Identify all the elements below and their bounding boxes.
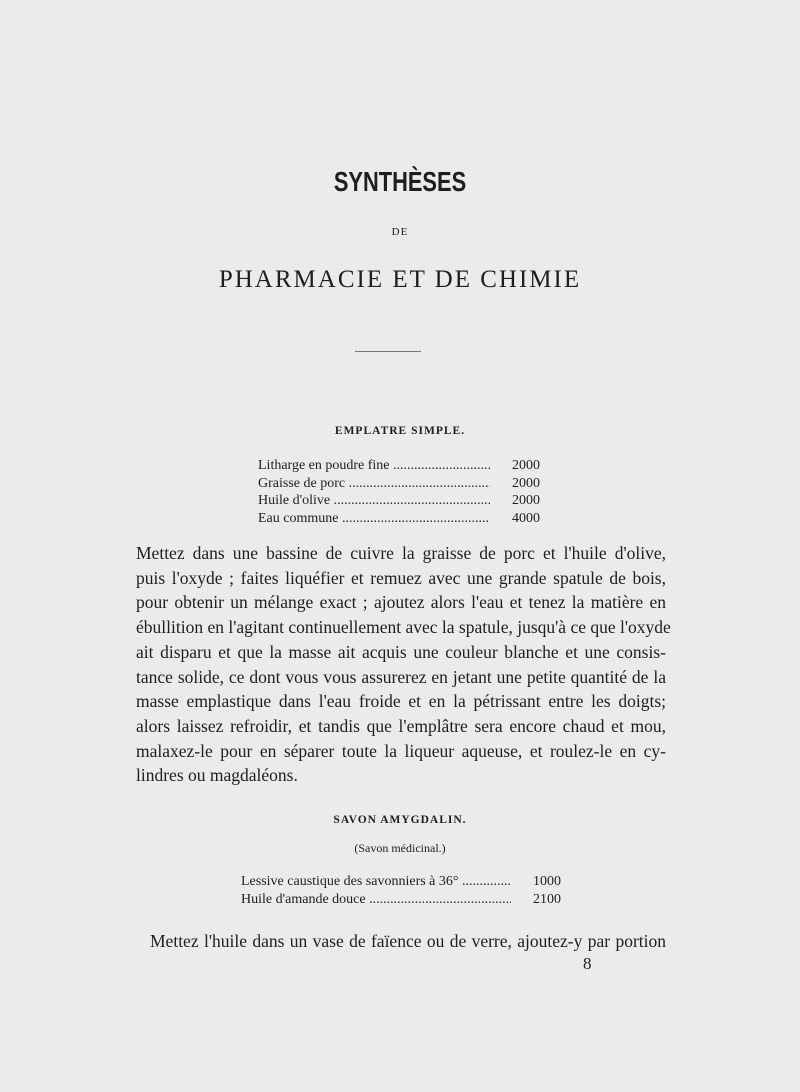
ingredient-qty: 4000 [512,510,540,526]
ingredient-row [258,492,540,510]
paragraph-line: Mettez l'huile dans un vase de faïence ou de verre, ajoutez-y par portion [150,931,666,951]
ingredient-name: Litharge en poudre fine ..... [258,457,490,474]
ingredient-name: Huile d'amande douce ..... [241,891,511,908]
paragraph-line: puis l'oxyde ; faites liquéfier et remuez avec une grande spatule de bois, [136,567,666,588]
paragraph-line: Mettez dans une bassine de cuivre la graisse de porc et l'huile d'olive, [136,543,666,563]
ingredient-row [241,873,561,891]
section-title-emplatre: EMPLATRE SIMPLE. [334,425,466,437]
ingredient-list-savon [241,873,561,908]
paragraph-line: lindres ou magdaléons. [136,765,298,786]
paragraph-line: pour obtenir un mélange exact ; ajoutez alors l'eau et tenez la matière en [136,592,666,613]
ingredient-name: Lessive caustique des savonniers à 36° ..... [241,873,511,890]
section-note-savon: (Savon médicinal.) [354,841,446,855]
paragraph-line: ait disparu et que la masse ait acquis une couleur blanche et une consis- [136,641,666,662]
ingredient-qty: 2000 [512,475,540,491]
ingredient-qty: 2000 [512,493,540,508]
ingredient-qty: 2000 [512,458,540,473]
paragraph-line: masse emplastique dans l'eau froide et en la pétrissant entre les doigts; [136,691,666,712]
title-connector: DE [391,226,409,238]
paragraph-line: tance solide, ce dont vous vous assurerez en jetant une petite quantité de la [136,666,666,687]
page-title: SYNTHÈSES [333,166,467,197]
ingredient-row [258,510,540,528]
ingredient-list-emplatre [258,457,540,527]
paragraph-line: alors laissez refroidir, et tandis que l'emplâtre sera encore chaud et mou, [136,715,666,736]
ingredient-row [258,457,540,475]
ingredient-qty: 1000 [533,874,561,889]
paragraph-emplatre [136,541,671,788]
page-subtitle: PHARMACIE ET DE CHIMIE [218,266,582,293]
ingredient-name: Graisse de porc ..... [258,475,490,492]
ingredient-qty: 2100 [533,891,561,907]
section-title-savon: SAVON AMYGDALIN. [333,814,467,826]
paragraph-line: malaxez-le pour en séparer toute la liqueur aqueuse, et roulez-le en cy- [136,740,666,761]
page-number: 8 [583,954,592,973]
ingredient-name: Eau commune ..... [258,510,490,527]
title-divider [355,351,421,352]
paragraph-line: ébullition en l'agitant continuellement avec la spatule, jusqu'à ce que l'oxyde [136,617,671,638]
ingredient-row [241,891,561,909]
paragraph-savon [150,929,666,954]
ingredient-row [258,475,540,493]
ingredient-name: Huile d'olive ..... [258,492,490,509]
